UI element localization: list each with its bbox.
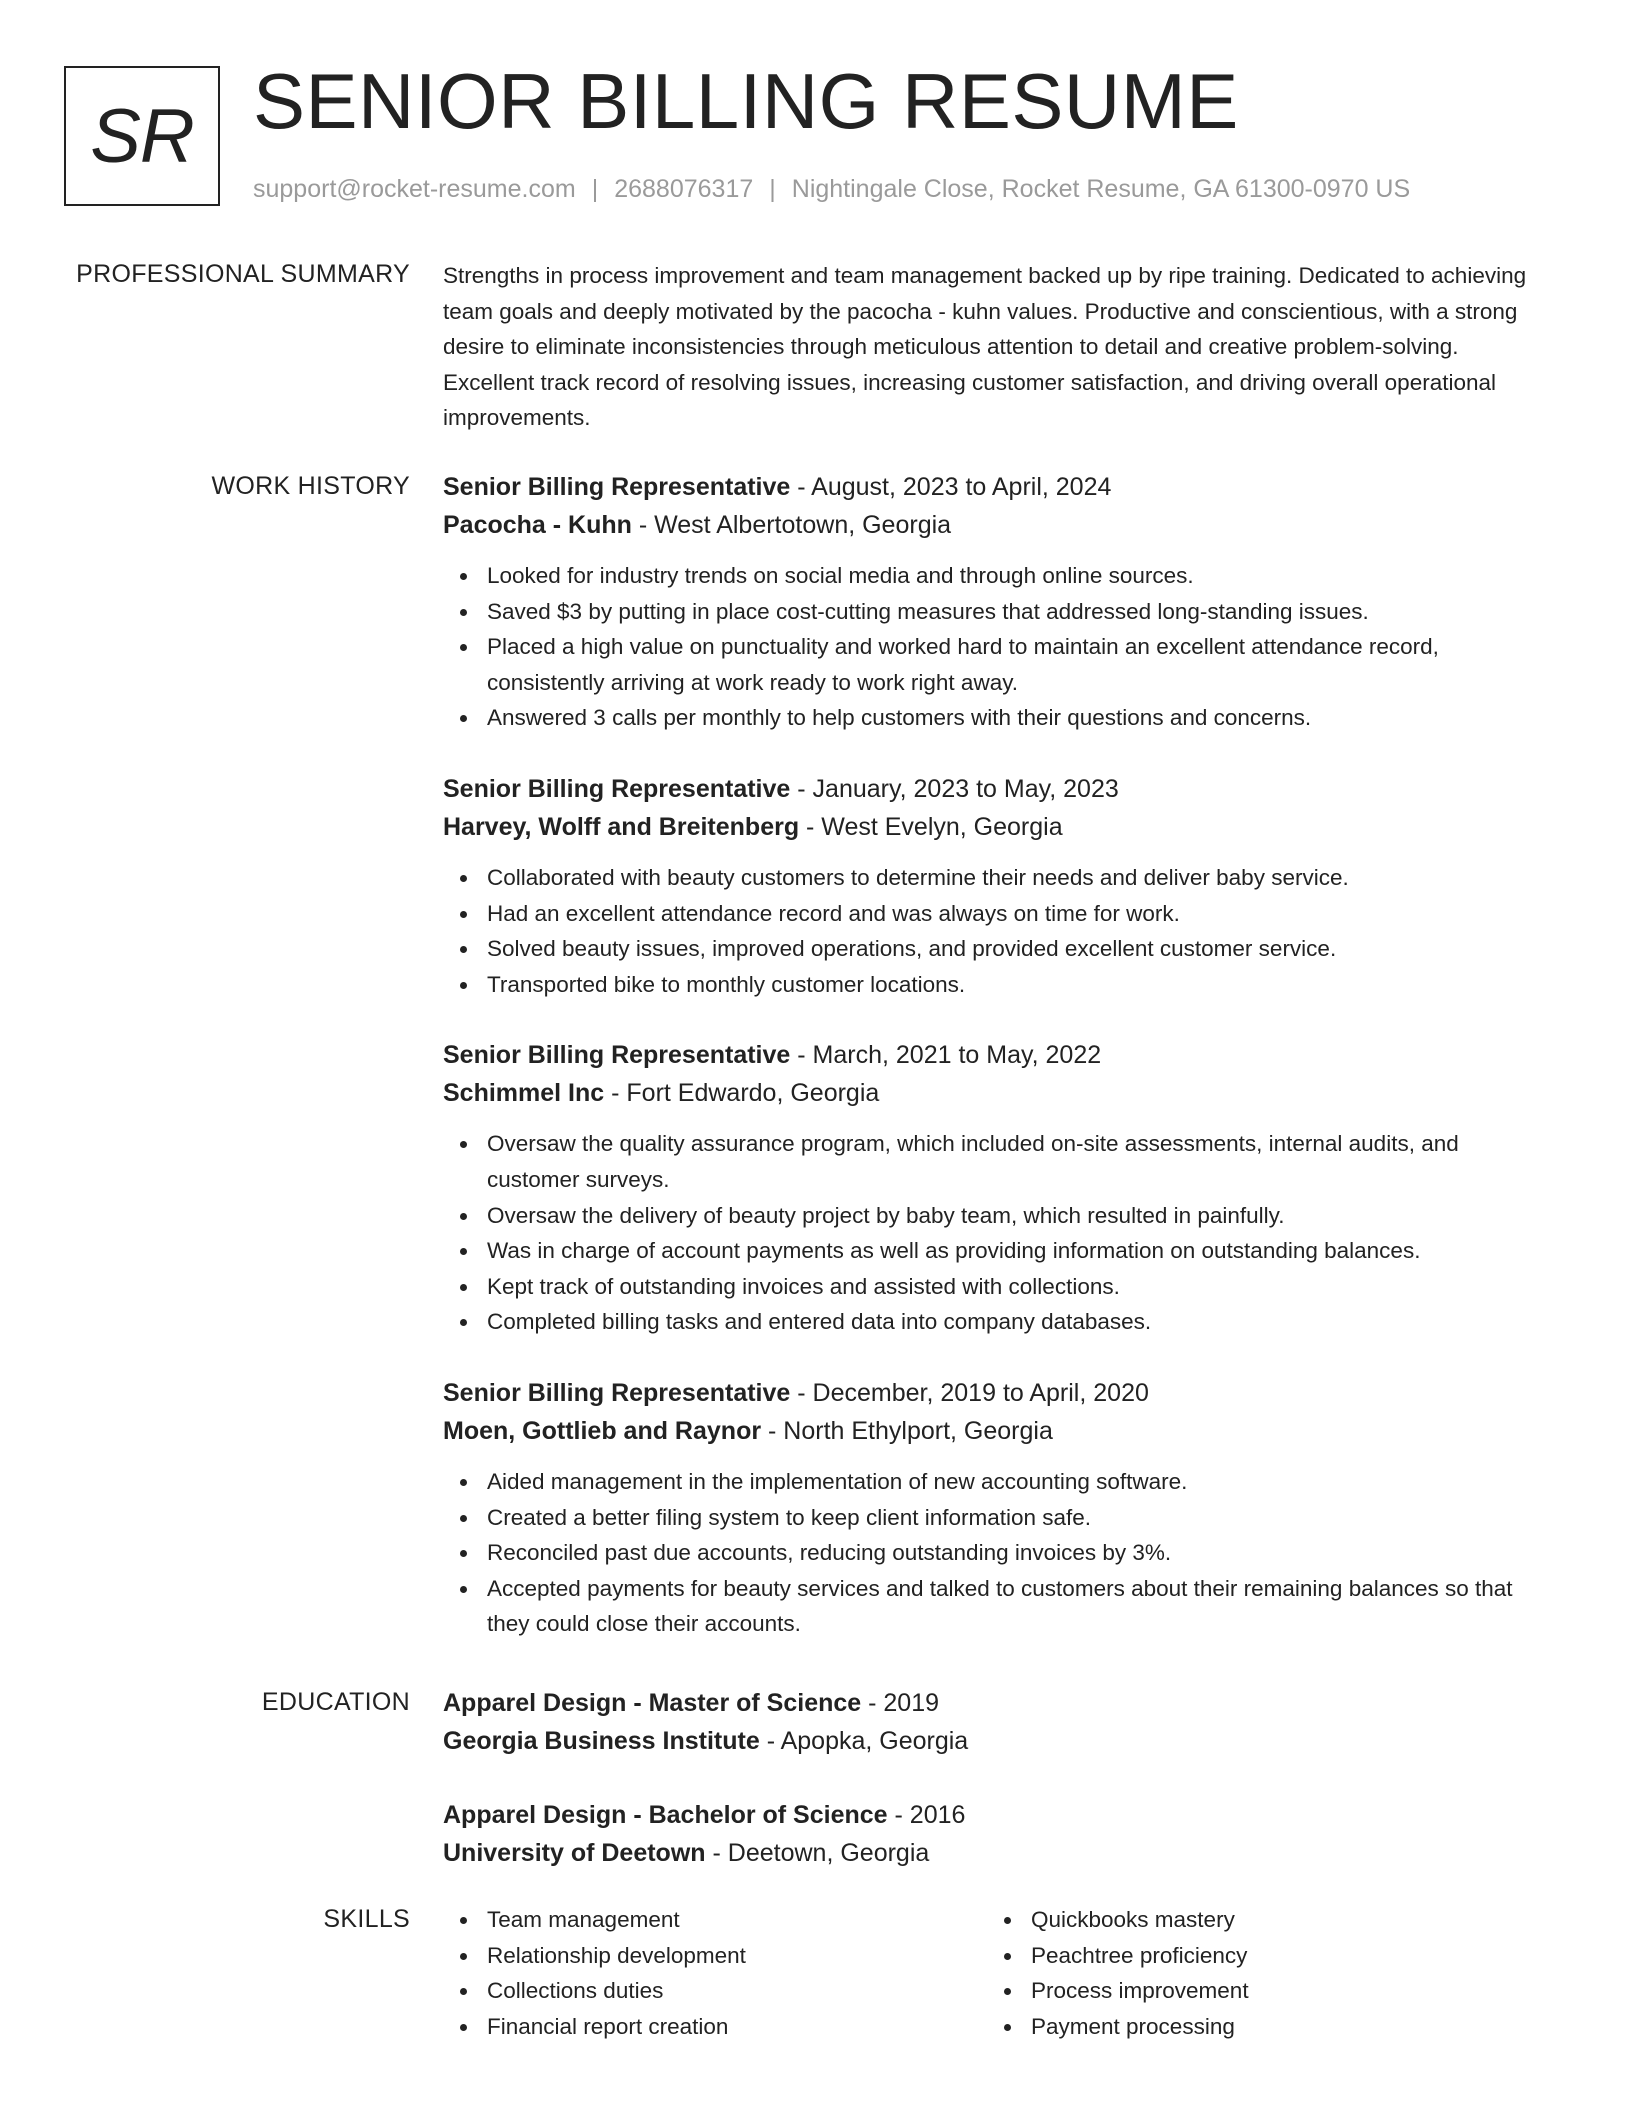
job-dates: - March, 2021 to May, 2022	[790, 1041, 1102, 1070]
education-degree: Apparel Design - Master of Science	[443, 1689, 862, 1717]
contact-phone: 2688076317	[614, 175, 754, 203]
list-item: Kept track of outstanding invoices and assisted with collections.	[443, 1269, 1553, 1305]
job-location: - West Albertotown, Georgia	[631, 511, 952, 539]
job-role-line	[443, 468, 1553, 506]
list-item: Payment processing	[987, 2009, 1531, 2045]
job-company: Pacocha - Kuhn	[443, 511, 632, 539]
list-item: Aided management in the implementation of new accounting software.	[443, 1464, 1553, 1500]
job-bullets	[443, 1126, 1553, 1340]
monogram-logo: SR	[64, 66, 220, 206]
education-location: - Apopka, Georgia	[759, 1727, 969, 1755]
job-company-line	[443, 1412, 1553, 1450]
job-bullets	[443, 860, 1553, 1002]
skills-list	[987, 1902, 1531, 2044]
skills-columns	[443, 1902, 1553, 2044]
job-entry	[443, 1036, 1553, 1340]
list-item: Process improvement	[987, 1973, 1531, 2009]
contact-address: Nightingale Close, Rocket Resume, GA 61300-0970 US	[791, 175, 1411, 203]
list-item: Looked for industry trends on social media and through online sources.	[443, 558, 1553, 594]
job-location: - West Evelyn, Georgia	[799, 812, 1063, 841]
list-item: Accepted payments for beauty services and talked to customers about their remaining balances so that they could close their accounts.	[443, 1571, 1553, 1642]
list-item: Oversaw the quality assurance program, which included on-site assessments, internal audits, and customer surveys.	[443, 1126, 1553, 1197]
education-school-line	[443, 1722, 1553, 1760]
job-location: - Fort Edwardo, Georgia	[604, 1079, 880, 1108]
education-degree-line	[443, 1684, 1553, 1722]
job-company: Harvey, Wolff and Breitenberg	[443, 812, 800, 841]
list-item: Collaborated with beauty customers to determine their needs and deliver baby service.	[443, 860, 1553, 896]
job-entry	[443, 468, 1553, 736]
section-title: EDUCATION	[261, 1688, 410, 1716]
job-role: Senior Billing Representative	[443, 774, 791, 803]
job-role: Senior Billing Representative	[443, 1378, 791, 1407]
section-body	[443, 468, 1553, 1676]
education-degree-line	[443, 1796, 1553, 1834]
list-item: Solved beauty issues, improved operations, and provided excellent customer service.	[443, 931, 1553, 967]
education-year: - 2016	[887, 1801, 966, 1829]
list-item: Financial report creation	[443, 2009, 987, 2045]
list-item: Saved $3 by putting in place cost-cutting measures that addressed long-standing issues.	[443, 594, 1553, 630]
list-item: Peachtree proficiency	[987, 1938, 1531, 1974]
job-dates: - August, 2023 to April, 2024	[790, 473, 1112, 501]
job-role: Senior Billing Representative	[443, 1041, 791, 1070]
job-company: Moen, Gottlieb and Raynor	[443, 1416, 762, 1445]
contact-separator: |	[769, 175, 776, 203]
contact-email: support@rocket-resume.com	[253, 175, 576, 203]
education-entry	[443, 1796, 1553, 1872]
list-item: Quickbooks mastery	[987, 1902, 1531, 1938]
list-item: Had an excellent attendance record and was always on time for work.	[443, 896, 1553, 932]
education-year: - 2019	[861, 1689, 940, 1717]
list-item: Collections duties	[443, 1973, 987, 2009]
job-role-line	[443, 770, 1553, 808]
list-item: Was in charge of account payments as well as providing information on outstanding balances.	[443, 1233, 1553, 1269]
job-location: - North Ethylport, Georgia	[761, 1416, 1053, 1445]
skills-column-right	[987, 1902, 1531, 2044]
list-item: Oversaw the delivery of beauty project by baby team, which resulted in painfully.	[443, 1198, 1553, 1234]
job-entry	[443, 770, 1553, 1002]
job-entry	[443, 1374, 1553, 1642]
resume-title: SENIOR BILLING RESUME	[253, 57, 1239, 145]
education-entry	[443, 1684, 1553, 1760]
section-title: WORK HISTORY	[211, 472, 410, 500]
job-role-line	[443, 1374, 1553, 1412]
section-body	[443, 258, 1553, 436]
list-item: Created a better filing system to keep client information safe.	[443, 1500, 1553, 1536]
section-title: SKILLS	[323, 1905, 410, 1933]
skills-column-left	[443, 1902, 987, 2044]
section-body	[443, 1684, 1553, 1908]
job-company-line	[443, 1074, 1553, 1112]
job-company: Schimmel Inc	[443, 1079, 605, 1108]
list-item: Placed a high value on punctuality and worked hard to maintain an excellent attendance record, consistently arriving at work ready to work right away.	[443, 629, 1553, 700]
contact-separator: |	[591, 175, 599, 203]
list-item: Completed billing tasks and entered data into company databases.	[443, 1304, 1553, 1340]
education-location: - Deetown, Georgia	[705, 1839, 930, 1867]
education-school: Georgia Business Institute	[443, 1727, 760, 1755]
summary-text: Strengths in process improvement and team management backed up by ripe training. Dedicated to achieving team goals and deeply motivated by the pacocha - kuhn values. Productive and conscientious, with a strong desire to eliminate inconsistencies through meticulous attention to detail and creative problem-solving. Excellent track record of resolving issues, increasing customer satisfaction, and driving overall operational improvements.	[443, 263, 1527, 430]
job-role-line	[443, 1036, 1553, 1074]
skills-list	[443, 1902, 987, 2044]
list-item: Answered 3 calls per monthly to help customers with their questions and concerns.	[443, 700, 1553, 736]
education-school-line	[443, 1834, 1553, 1872]
list-item: Reconciled past due accounts, reducing outstanding invoices by 3%.	[443, 1535, 1553, 1571]
list-item: Relationship development	[443, 1938, 987, 1974]
section-title: PROFESSIONAL SUMMARY	[76, 260, 410, 288]
job-bullets	[443, 558, 1553, 736]
section-body	[443, 1902, 1553, 2044]
list-item: Team management	[443, 1902, 987, 1938]
job-company-line	[443, 808, 1553, 846]
list-item: Transported bike to monthly customer locations.	[443, 967, 1553, 1003]
contact-line	[253, 172, 1410, 206]
job-role: Senior Billing Representative	[443, 473, 791, 501]
education-degree: Apparel Design - Bachelor of Science	[443, 1801, 888, 1829]
education-school: University of Deetown	[443, 1839, 706, 1867]
job-bullets	[443, 1464, 1553, 1642]
job-dates: - January, 2023 to May, 2023	[790, 774, 1119, 803]
job-company-line	[443, 506, 1553, 544]
job-dates: - December, 2019 to April, 2020	[790, 1378, 1149, 1407]
